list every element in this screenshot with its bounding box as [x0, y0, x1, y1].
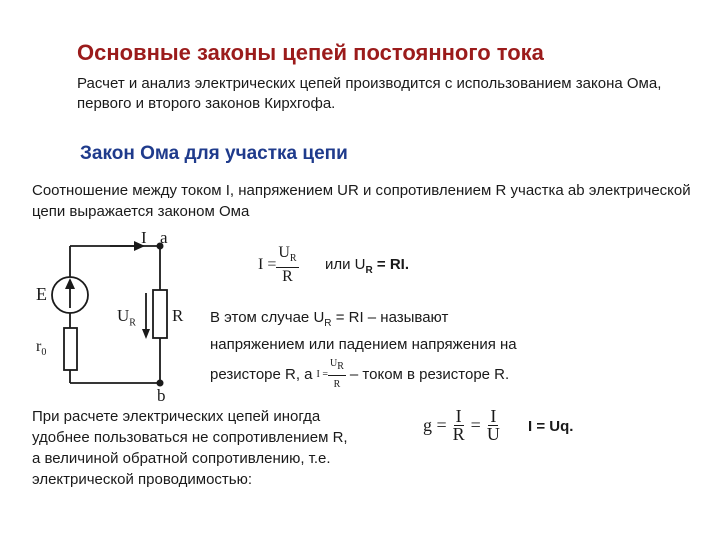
label-resistor: R: [172, 306, 184, 325]
load-resistor-icon: [153, 290, 167, 338]
formula-lhs: I =: [258, 255, 277, 273]
intro-text: Расчет и анализ электрических цепей производится с использованием закона Ома, первого и второго законов Кирхгофа.: [77, 75, 662, 112]
section-title: Закон Ома для участка цепи: [80, 143, 348, 164]
label-node-b: b: [157, 386, 166, 405]
fraction-denominator: R: [282, 268, 293, 286]
ohm-formula: [258, 244, 299, 285]
label-e: E: [36, 284, 47, 304]
note-text: В этом случае $U_R$ = RI – называют напряжением или падением напряжения на резисторе R, а I = $\frac{U_R}{R}$ – током в резисторе R.: [210, 309, 517, 390]
label-current: I: [141, 228, 147, 247]
label-r0: $r_0$: [36, 338, 47, 359]
voltage-arrow-head: [142, 329, 150, 339]
label-voltage: $U_R$: [117, 306, 136, 329]
emf-arrow-head: [65, 278, 75, 289]
conductance-result: I = Uq.: [528, 418, 574, 435]
ohm-formula-alt: или $U_R$ = RI.: [325, 256, 410, 276]
label-node-a: a: [160, 228, 168, 247]
formula-fraction: [276, 244, 298, 285]
conductance-text: При расчете электрических цепей иногда удобнее пользоваться не сопротивлением R, а величиной обратной сопротивлению, т.е. электрической проводимостью:: [32, 408, 348, 488]
intro-paragraph: Соотношение между током I, напряжением UR и сопротивлением R участка ab электрической цепи выражается законом Ома: [32, 182, 691, 220]
conductance-formula: g = $\frac{I}{R}$ = $\frac{I}{U}$: [423, 406, 500, 444]
internal-resistor-icon: [64, 328, 77, 370]
fraction-numerator: $U_R$: [276, 244, 298, 268]
slide-title: Основные законы цепей постоянного тока: [77, 40, 544, 65]
